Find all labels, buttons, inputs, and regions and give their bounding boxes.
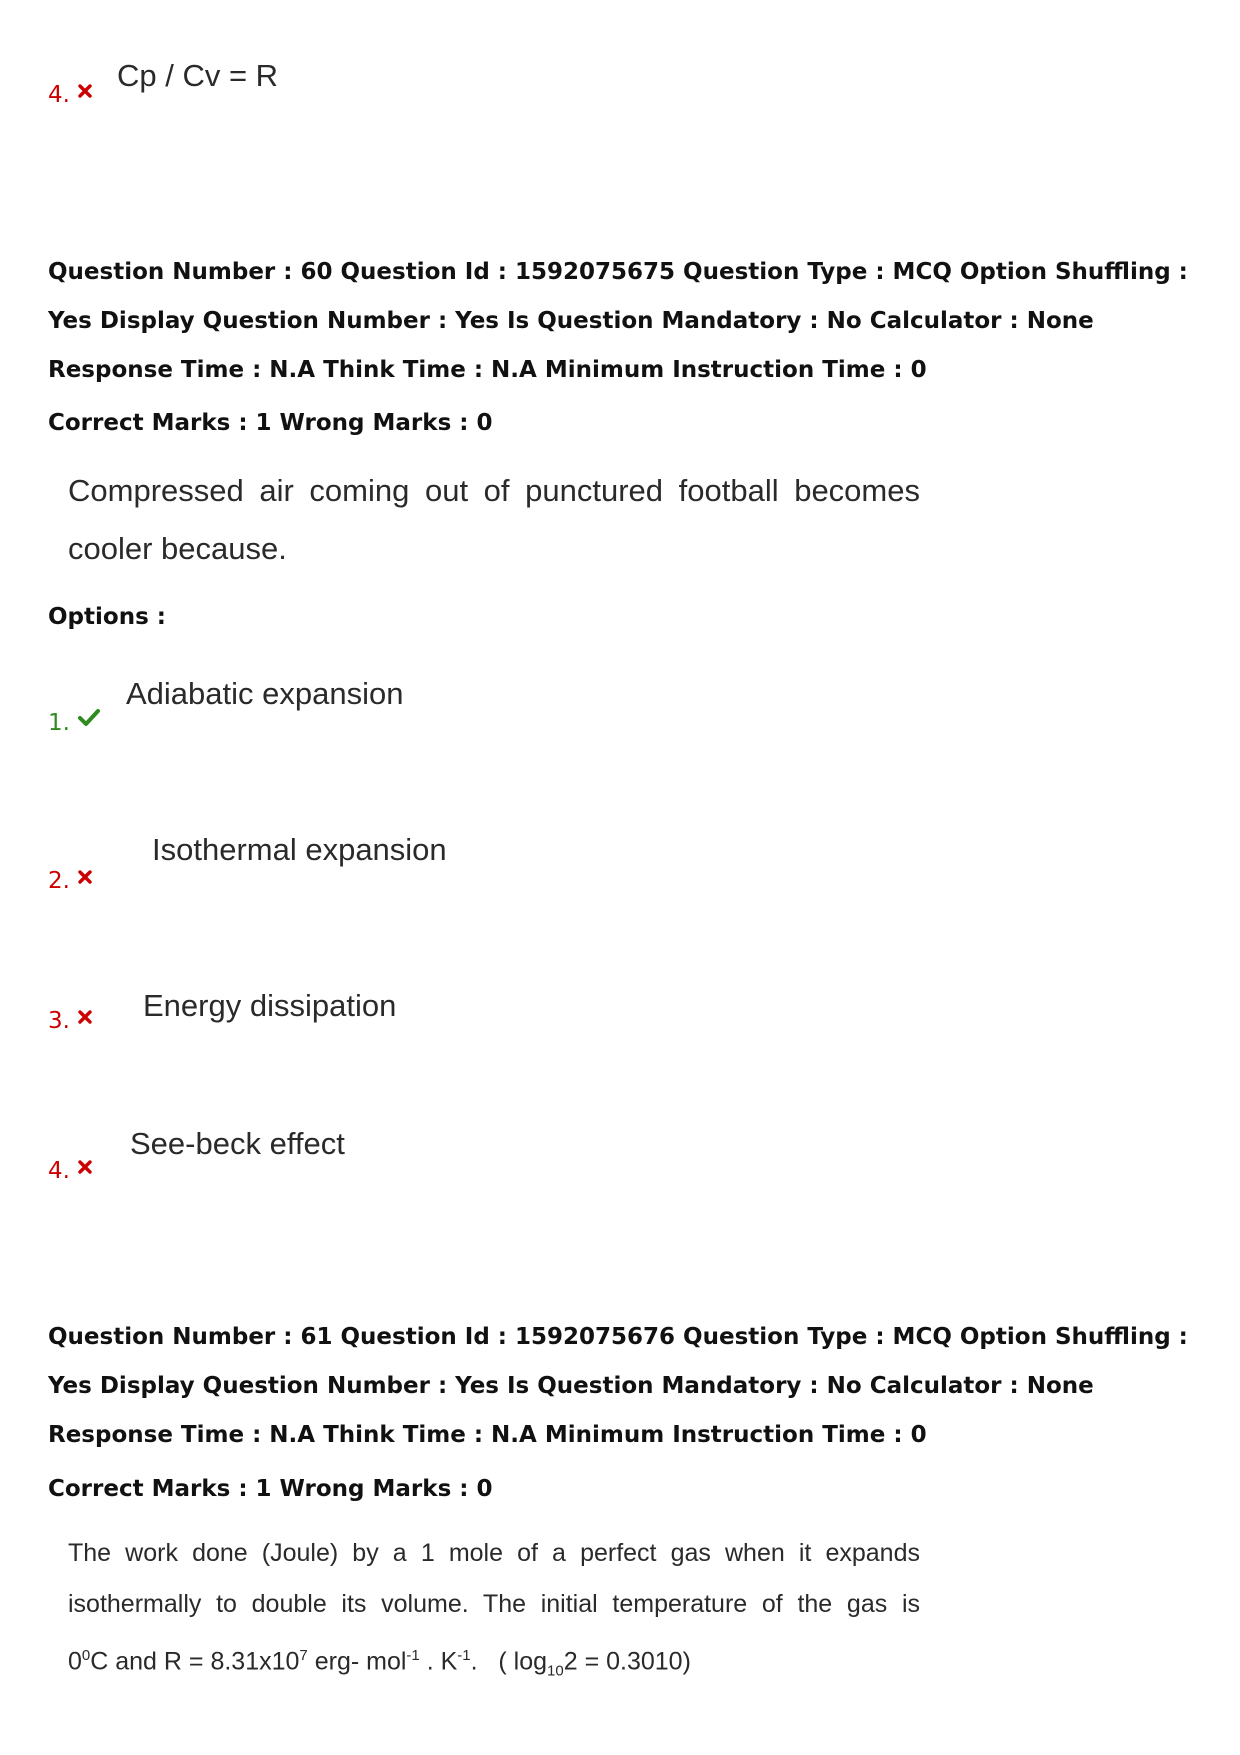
- option-text: Adiabatic expansion: [126, 676, 404, 711]
- option-text: Isothermal expansion: [152, 832, 447, 867]
- question-meta: Question Number : 61 Question Id : 1592075676 Question Type : MCQ Option Shuffling : Yes Display Question Number : Yes Is Question Mandatory : No Calculator : None Response Time : N.A Think Time : N.A Minimum Instruction Time : 0: [48, 1324, 1188, 1448]
- option-number: 4.: [48, 1158, 70, 1184]
- option-text: See-beck effect: [130, 1126, 345, 1161]
- check-icon: [78, 708, 100, 730]
- question-meta: Question Number : 60 Question Id : 1592075675 Question Type : MCQ Option Shuffling : Yes Display Question Number : Yes Is Question Mandatory : No Calculator : None Response Time : N.A Think Time : N.A Minimum Instruction Time : 0: [48, 259, 1188, 383]
- option-text: Cp / Cv = R: [117, 58, 279, 93]
- option-number: 1.: [48, 710, 70, 736]
- option-3: [48, 1008, 92, 1034]
- option-number: 2.: [48, 868, 70, 894]
- question-text: [68, 1528, 920, 1696]
- question-text-line: $0^0C$ and $R = 8.31x10^7$ erg- mol$^{-1}$ . $K^{-1}$. ( $\log_{10}2 = 0.3010$): [68, 1647, 691, 1680]
- prev-option-4: [48, 82, 92, 108]
- option-text: Energy dissipation: [143, 988, 397, 1023]
- option-1: [48, 708, 100, 736]
- option-4: [48, 1158, 92, 1184]
- question-text: [68, 462, 920, 578]
- question-text-line: cooler because.: [68, 531, 287, 566]
- question-text-line: Compressed air coming out of punctured football becomes: [68, 473, 920, 508]
- question-text-line: isothermally to double its volume. The initial temperature of the gas is: [68, 1590, 920, 1618]
- option-number: 4.: [48, 82, 70, 108]
- options-label: Options :: [48, 604, 166, 630]
- question-marks: Correct Marks : 1 Wrong Marks : 0: [48, 1476, 493, 1502]
- question-text-line: The work done (Joule) by a 1 mole of a perfect gas when it expands: [68, 1539, 920, 1567]
- cross-icon: [78, 83, 92, 102]
- cross-icon: [78, 1009, 92, 1028]
- option-number: 3.: [48, 1008, 70, 1034]
- option-2: [48, 868, 92, 894]
- cross-icon: [78, 1159, 92, 1178]
- cross-icon: [78, 869, 92, 888]
- question-marks: Correct Marks : 1 Wrong Marks : 0: [48, 410, 493, 436]
